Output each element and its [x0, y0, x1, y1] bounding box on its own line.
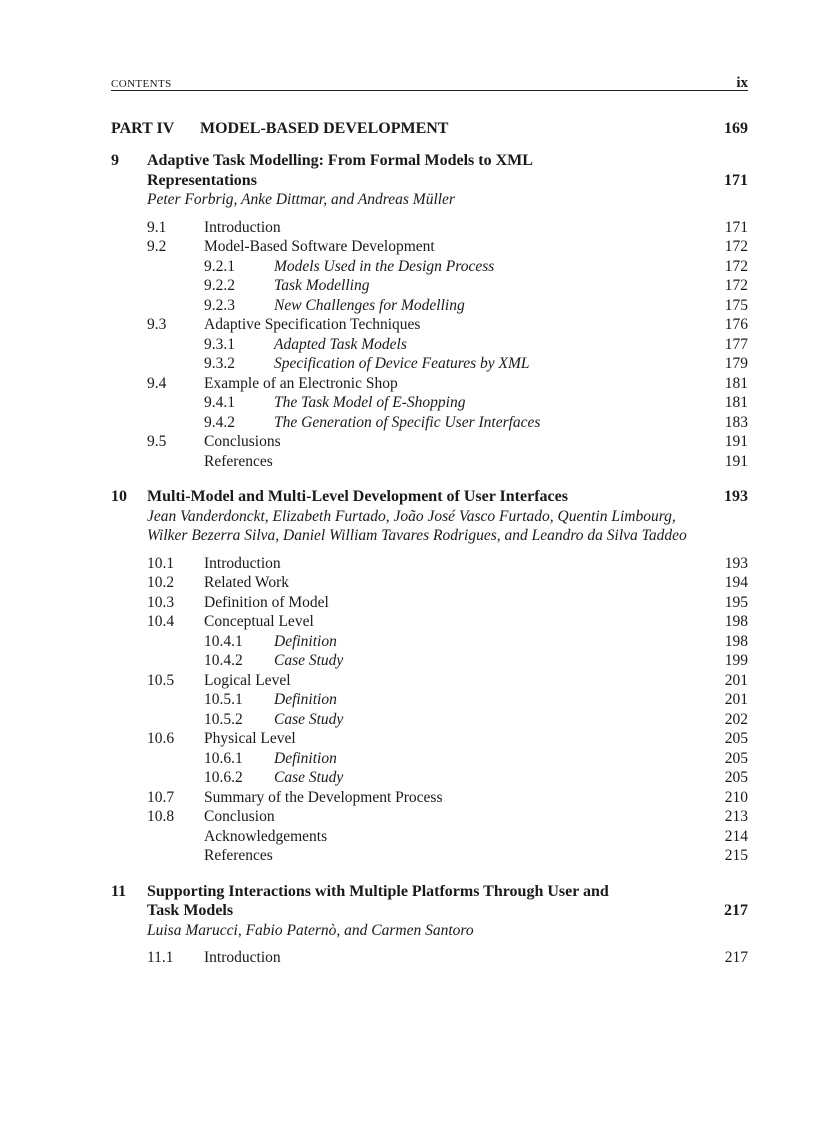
toc-section-entry[interactable]	[147, 593, 748, 613]
entry-indent	[147, 768, 204, 788]
chapter-page: 217	[724, 902, 748, 919]
entry-number: 10.4.2	[204, 652, 243, 669]
entry-number	[147, 827, 204, 847]
chapter-title: Adaptive Task Modelling: From Formal Models to XML Representations	[147, 152, 533, 189]
entry-page: 195	[724, 593, 748, 611]
entry-indent	[147, 651, 204, 671]
chapter-11	[111, 882, 748, 968]
entry-indent	[147, 749, 204, 769]
entry-number: 9.2.1	[204, 257, 235, 275]
entry-page: 198	[724, 613, 748, 630]
entry-number: 10.4	[147, 613, 175, 630]
entry-number: 10.6.2	[204, 769, 243, 786]
entry-page: 215	[724, 847, 748, 864]
entry-page: 175	[724, 296, 748, 314]
chapter-heading[interactable]	[111, 151, 748, 190]
toc-section-entry[interactable]	[147, 218, 748, 238]
toc-section-entry[interactable]	[147, 729, 748, 749]
entry-number: 10.6.1	[204, 749, 243, 767]
entry-number: 10.6	[147, 730, 175, 747]
part-label: PART IV	[111, 120, 175, 137]
entry-indent	[147, 632, 204, 652]
entry-title: Definition	[274, 749, 337, 767]
toc-section-entry[interactable]	[147, 374, 748, 394]
entry-page: 205	[724, 749, 748, 767]
entry-number: 9.4	[147, 374, 167, 392]
entry-number: 10.5.2	[204, 710, 243, 728]
chapter-authors: Jean Vanderdonckt, Elizabeth Furtado, João José Vasco Furtado, Quentin Limbourg, Wilker Bezerra Silva, Daniel William Tavares Rodrigues, and Leandro da Silva Taddeo	[147, 507, 687, 544]
entry-indent	[147, 690, 204, 710]
chapter-authors: Luisa Marucci, Fabio Paternò, and Carmen Santoro	[147, 921, 474, 939]
entry-page: 176	[724, 316, 748, 333]
entry-indent	[147, 257, 204, 277]
toc-section-entry[interactable]	[147, 573, 748, 593]
entry-title: Acknowledgements	[204, 827, 328, 845]
entry-number: 9.5	[147, 433, 167, 450]
toc-subsection-entry[interactable]	[147, 651, 748, 671]
entry-number: 9.3	[147, 316, 167, 333]
chapter-page: 171	[724, 171, 748, 189]
entry-title: Conclusions	[204, 433, 281, 450]
entry-page: 172	[724, 277, 748, 294]
entry-page: 205	[724, 769, 748, 786]
running-head	[111, 68, 748, 91]
part-title: MODEL-BASED DEVELOPMENT	[200, 120, 449, 137]
entry-number: 9.2	[147, 238, 167, 255]
entry-indent	[147, 393, 204, 413]
entry-title: Physical Level	[204, 730, 296, 747]
entry-title: Specification of Device Features by XML	[274, 355, 530, 372]
entry-number	[147, 452, 204, 472]
toc-subsection-entry[interactable]	[147, 710, 748, 730]
entry-number: 10.8	[147, 808, 175, 825]
toc-section-entry[interactable]	[147, 846, 748, 866]
chapter-title: Supporting Interactions with Multiple Platforms Through User and Task Models	[147, 882, 609, 919]
entry-title: Definition of Model	[204, 593, 329, 611]
entry-page: 202	[724, 710, 748, 728]
entry-page: 205	[724, 730, 748, 747]
entry-indent	[147, 413, 204, 433]
entry-page: 171	[724, 218, 748, 236]
entry-number: 10.3	[147, 593, 175, 611]
entry-page: 198	[724, 632, 748, 650]
chapter-number: 9	[111, 152, 119, 169]
entry-title: Adapted Task Models	[274, 335, 407, 353]
toc-section-entry[interactable]	[147, 554, 748, 574]
entry-title: Definition	[274, 632, 337, 650]
entry-indent	[147, 710, 204, 730]
entry-page: 217	[724, 949, 748, 966]
entry-title: Adaptive Specification Techniques	[204, 316, 421, 333]
entry-page: 201	[724, 671, 748, 689]
entry-title: Conclusion	[204, 808, 275, 825]
entry-page: 193	[724, 554, 748, 572]
toc-section-entry[interactable]	[147, 452, 748, 472]
entry-title: Introduction	[204, 218, 281, 236]
chapter-heading[interactable]	[111, 487, 748, 507]
entry-indent	[147, 276, 204, 296]
entry-page: 214	[724, 827, 748, 845]
chapter-number: 11	[111, 882, 127, 900]
entry-title: Case Study	[274, 652, 344, 669]
entry-page: 210	[724, 788, 748, 806]
toc-subsection-entry[interactable]	[147, 768, 748, 788]
entry-page: 194	[724, 574, 748, 591]
entry-number: 9.4.1	[204, 394, 235, 411]
entry-indent	[147, 354, 204, 374]
entry-number: 9.2.2	[204, 277, 235, 294]
toc-section-entry[interactable]	[147, 827, 748, 847]
entry-title: Logical Level	[204, 671, 291, 689]
toc-section-entry[interactable]	[147, 948, 748, 968]
entry-title: The Generation of Specific User Interfaces	[274, 413, 541, 431]
entry-page: 179	[724, 355, 748, 372]
entry-title: Example of an Electronic Shop	[204, 374, 398, 392]
toc-subsection-entry[interactable]	[147, 632, 748, 652]
part-heading-text	[111, 119, 448, 138]
toc-subsection-entry[interactable]	[147, 354, 748, 374]
entry-indent	[147, 335, 204, 355]
entry-number: 9.3.1	[204, 335, 235, 353]
running-head-title: CONTENTS	[111, 78, 172, 90]
chapter-entries	[147, 554, 748, 866]
chapter-10	[111, 487, 748, 866]
entry-number: 10.7	[147, 788, 175, 806]
toc-section-entry[interactable]	[147, 788, 748, 808]
entry-title: Case Study	[274, 710, 344, 728]
entry-title: Introduction	[204, 949, 281, 966]
entry-page: 201	[724, 691, 748, 708]
entry-number: 10.1	[147, 554, 175, 572]
toc-section-entry[interactable]	[147, 237, 748, 257]
chapter-entries	[147, 218, 748, 472]
chapter-page: 193	[724, 488, 748, 505]
part-page: 169	[724, 120, 748, 137]
toc-page	[111, 68, 748, 968]
entry-number: 11.1	[147, 949, 174, 966]
entry-title: The Task Model of E-Shopping	[274, 394, 466, 411]
entry-number: 10.2	[147, 574, 175, 591]
entry-page: 181	[724, 394, 748, 411]
entry-title: Introduction	[204, 554, 281, 572]
page-number: ix	[736, 75, 748, 91]
entry-number: 9.2.3	[204, 296, 235, 314]
entry-page: 181	[724, 374, 748, 392]
toc-subsection-entry[interactable]	[147, 296, 748, 316]
entry-page: 177	[724, 335, 748, 353]
entry-title: References	[204, 452, 273, 470]
entry-page: 199	[724, 652, 748, 669]
entry-title: Models Used in the Design Process	[274, 257, 495, 275]
chapter-authors: Peter Forbrig, Anke Dittmar, and Andreas Müller	[147, 191, 455, 208]
entry-title: Related Work	[204, 574, 289, 591]
entry-page: 191	[724, 433, 748, 450]
entry-number: 10.4.1	[204, 632, 243, 650]
toc-section-entry[interactable]	[147, 432, 748, 452]
entry-page: 172	[724, 238, 748, 255]
entry-page: 172	[724, 257, 748, 275]
toc-subsection-entry[interactable]	[147, 749, 748, 769]
entry-title: References	[204, 847, 273, 864]
entry-page: 213	[724, 808, 748, 825]
entry-title: Summary of the Development Process	[204, 788, 443, 806]
toc-section-entry[interactable]	[147, 315, 748, 335]
entry-title: Case Study	[274, 769, 344, 786]
chapter-9	[111, 151, 748, 471]
chapter-entries	[147, 948, 748, 968]
toc-subsection-entry[interactable]	[147, 393, 748, 413]
chapter-title: Multi-Model and Multi-Level Development of User Interfaces	[147, 488, 568, 505]
entry-number	[147, 846, 204, 866]
entry-number: 10.5.1	[204, 691, 243, 708]
toc-subsection-entry[interactable]	[147, 335, 748, 355]
entry-number: 9.1	[147, 218, 167, 236]
toc-subsection-entry[interactable]	[147, 257, 748, 277]
entry-number: 9.3.2	[204, 355, 235, 372]
chapter-number: 10	[111, 488, 127, 505]
toc-subsection-entry[interactable]	[147, 690, 748, 710]
entry-page: 183	[724, 413, 748, 431]
toc-section-entry[interactable]	[147, 612, 748, 632]
entry-title: New Challenges for Modelling	[274, 296, 465, 314]
toc-subsection-entry[interactable]	[147, 413, 748, 433]
entry-title: Conceptual Level	[204, 613, 314, 630]
entry-number: 10.5	[147, 671, 175, 689]
entry-title: Definition	[274, 691, 337, 708]
entry-title: Model-Based Software Development	[204, 238, 435, 255]
entry-number: 9.4.2	[204, 413, 235, 431]
chapter-heading[interactable]	[111, 882, 748, 921]
toc-section-entry[interactable]	[147, 807, 748, 827]
toc-section-entry[interactable]	[147, 671, 748, 691]
entry-title: Task Modelling	[274, 277, 370, 294]
toc-subsection-entry[interactable]	[147, 276, 748, 296]
part-heading[interactable]	[111, 119, 748, 138]
entry-page: 191	[724, 452, 748, 470]
entry-indent	[147, 296, 204, 316]
